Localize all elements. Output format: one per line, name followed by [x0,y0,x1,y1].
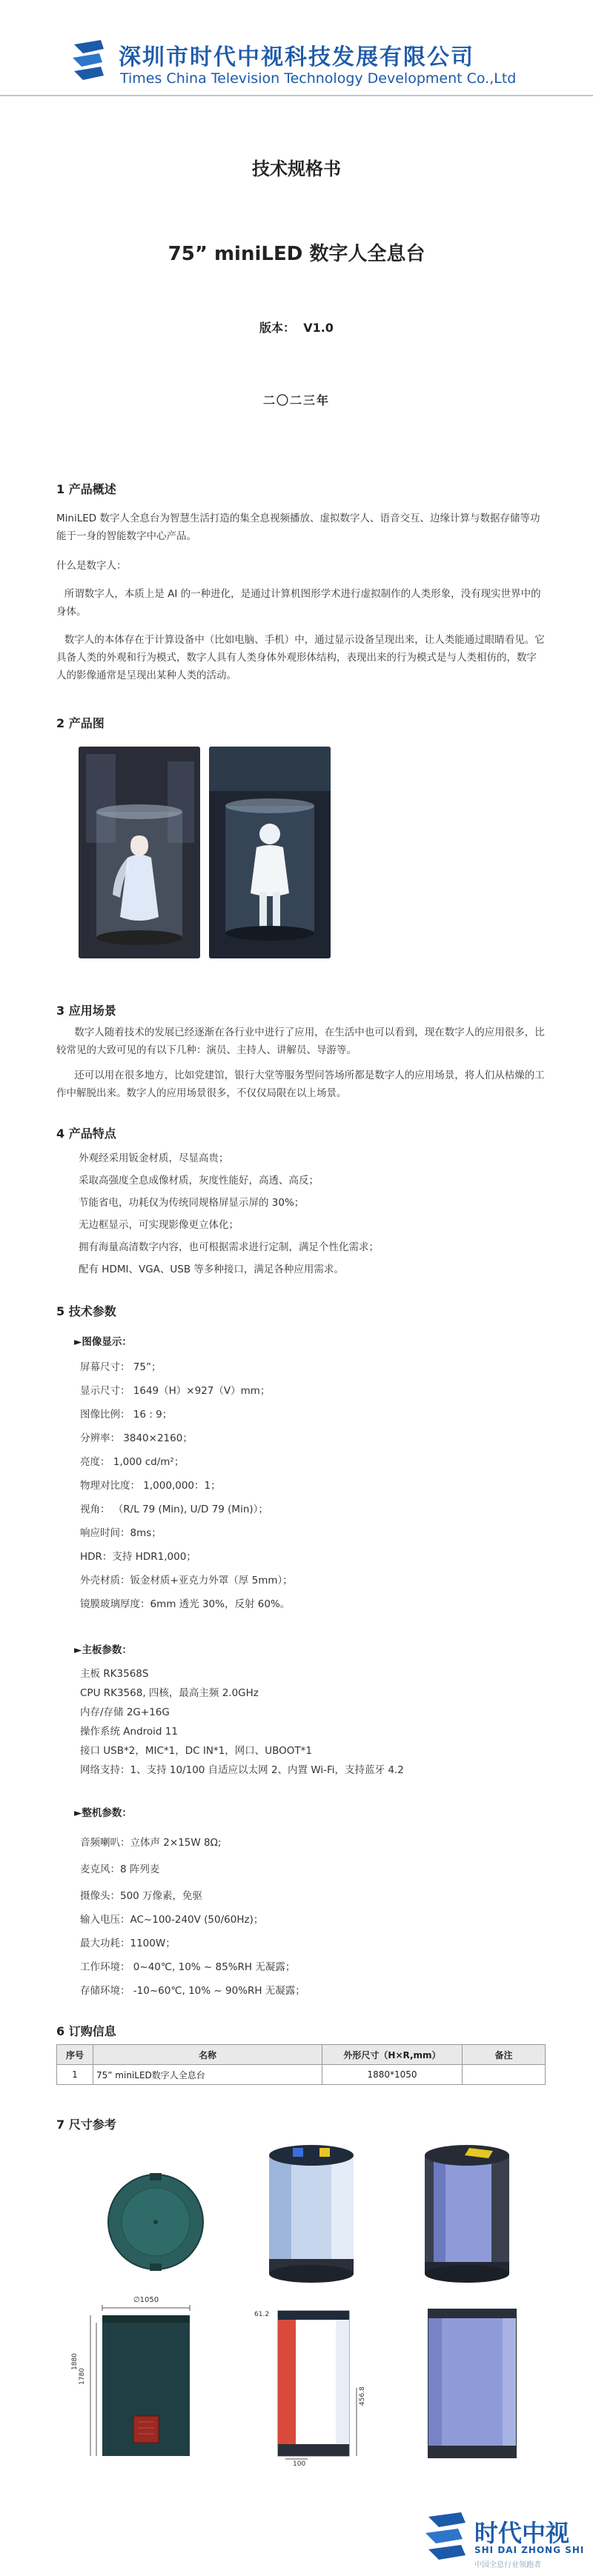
board-param: 内存/存储 2G+16G [80,1706,170,1718]
dim-top-width: ∅1050 [133,2296,159,2304]
s1-paragraph-2: 什么是数字人： [56,560,127,572]
td-name: 75” miniLED数字人全息台 [93,2065,322,2085]
dim-base-w: 100 [293,2460,306,2468]
td-note [463,2065,546,2085]
display-param: 亮度： 1,000 cd/m²； [80,1456,185,1468]
td-size: 1880*1050 [322,2065,463,2085]
brand-name-cn: 时代中视 [474,2519,570,2547]
iso-view-glass [256,2140,367,2289]
product-photo-1 [79,747,200,958]
section-6-heading: 6 订购信息 [56,2024,116,2038]
version-value: V1.0 [303,321,334,335]
section-1-heading: 1 产品概述 [56,482,116,496]
machine-param: 摄像头：500 万像素，免驱 [80,1890,203,1902]
display-param: 镜膜玻璃厚度：6mm 透光 30%，反射 60%。 [80,1598,291,1610]
order-table [56,2044,546,2085]
display-param: HDR：支持 HDR1,000； [80,1551,196,1563]
front-elevation-drawing [74,2305,208,2462]
display-param: 外壳材质：钣金材质+亚克力外罩（厚 5mm）； [80,1575,293,1586]
display-param: 屏幕尺寸： 75”； [80,1361,162,1373]
dim-height-total: 1880 [71,2353,79,2370]
th-note: 备注 [463,2045,546,2065]
version-label: 版本： [259,321,296,335]
doc-year: 二〇二三年 [262,393,330,407]
table-row [57,2065,546,2085]
machine-params-title: ►整机参数： [74,1807,132,1819]
display-param: 图像比例： 16 : 9； [80,1409,173,1421]
feature-item: 拥有海量高清数字内容，也可根据需求进行定制，满足个性化需求； [79,1241,379,1253]
feature-item: 采取高强度全息成像材质，灰度性能好，高透、高反； [79,1175,319,1187]
feature-item: 配有 HDMI、VGA、USB 等多种接口，满足各种应用需求。 [79,1264,344,1275]
section-7-heading: 7 尺寸参考 [56,2118,116,2132]
display-params-title: ►图像显示： [74,1336,132,1348]
th-name: 名称 [93,2045,322,2065]
th-size: 外形尺寸（H×R,mm） [322,2045,463,2065]
s1-paragraph-4: 数字人的本体存在于计算设备中（比如电脑、手机）中，通过显示设备呈现出来，让人类能通过眼睛看见。它具备人类的外观和行为模式，数字人具有人类身体外观形体结构，表现出来的行为模式是与人类相仿的，数字人的影像通常是呈现出某种人类的活动。 [56,634,545,681]
display-param: 物理对比度： 1,000,000：1； [80,1480,221,1492]
td-index: 1 [57,2065,93,2085]
feature-item: 外观经采用钣金材质，尽显高贵； [79,1152,229,1164]
dim-height-body: 1780 [79,2368,86,2385]
brand-slogan: 中国全息行业领跑者 [474,2561,541,2569]
order-table-header [57,2045,546,2065]
machine-param: 音频喇叭：立体声 2×15W 8Ω; [80,1837,222,1849]
dim-side-h: 456.8 [359,2386,366,2406]
header-divider [0,95,593,96]
brand-logo-icon [424,2509,470,2563]
display-param: 响应时间：8ms； [80,1527,162,1539]
machine-param: 工作环境： 0~40℃, 10% ~ 85%RH 无凝露； [80,1961,296,1973]
s1-paragraph-3: 所谓数字人，本质上是 AI 的一种进化，是通过计算机图形学术进行虚拟制作的人类形象，没有现实世界中的身体。 [56,588,541,618]
board-param: 网络支持：1、支持 10/100 自适应以太网 2、内置 Wi-Fi，支持蓝牙 4.2 [80,1764,404,1776]
display-param: 视角： （R/L 79 (Min), U/D 79 (Min)）； [80,1504,268,1515]
company-name-en: Times China Television Technology Development Co.,Ltd [120,70,517,87]
company-name-cn: 深圳市时代中视科技发展有限公司 [119,44,474,70]
top-view-drawing [104,2170,208,2274]
dim-top-h: 61.2 [254,2311,270,2318]
board-param: 接口 USB*2，MIC*1，DC IN*1，网口、UBOOT*1 [80,1745,313,1757]
section-5-heading: 5 技术参数 [56,1304,116,1318]
board-param: 操作系统 Android 11 [80,1726,178,1738]
section-4-heading: 4 产品特点 [56,1127,116,1141]
s3-paragraph-1: 数字人随着技术的发展已经逐渐在各行业中进行了应用，在生活中也可以看到，现在数字人的应用很多，比较常见的大致可见的有以下几种：演员、主持人、讲解员、导游等。 [56,1027,545,1056]
machine-param: 存储环境： -10~60℃, 10% ~ 90%RH 无凝露； [80,1985,305,1997]
s3-paragraph-2: 还可以用在很多地方，比如党建馆，银行大堂等服务型问答场所都是数字人的应用场景，将人们从枯燥的工作中解脱出来。数字人的应用场景很多，不仅仅局限在以上场景。 [56,1070,545,1099]
product-title: 75” miniLED 数字人全息台 [168,243,425,265]
product-photo-2 [209,747,331,958]
company-logo-icon [71,39,107,83]
back-elevation-drawing [424,2305,520,2462]
brand-name-en: SHI DAI ZHONG SHI [474,2545,585,2555]
machine-param: 麦克风：8 阵列麦 [80,1863,160,1875]
doc-title: 技术规格书 [252,159,341,179]
s1-paragraph-1: MiniLED 数字人全息台为智慧生活打造的集全息视频播放、虚拟数字人、语音交互、边缘计算与数据存储等功能于一身的智能数字中心产品。 [56,513,540,542]
board-param: 主板 RK3568S [80,1668,149,1680]
board-param: CPU RK3568, 四核，最高主频 2.0GHz [80,1687,259,1699]
feature-item: 节能省电，功耗仅为传统同规格屏显示屏的 30%； [79,1197,305,1209]
version-line [0,318,593,336]
board-params-title: ►主板参数： [74,1644,132,1656]
section-3-heading: 3 应用场景 [56,1004,116,1018]
th-index: 序号 [57,2045,93,2065]
side-elevation-drawing [256,2299,367,2462]
feature-item: 无边框显示，可实现影像更立体化； [79,1219,239,1231]
display-param: 显示尺寸： 1649（H）×927（V）mm； [80,1385,271,1397]
display-param: 分辨率： 3840×2160； [80,1432,193,1444]
machine-param: 输入电压：AC~100-240V (50/60Hz)； [80,1914,264,1926]
machine-param: 最大功耗：1100W； [80,1938,176,1949]
section-2-heading: 2 产品图 [56,716,105,730]
iso-view-closed [411,2140,523,2289]
